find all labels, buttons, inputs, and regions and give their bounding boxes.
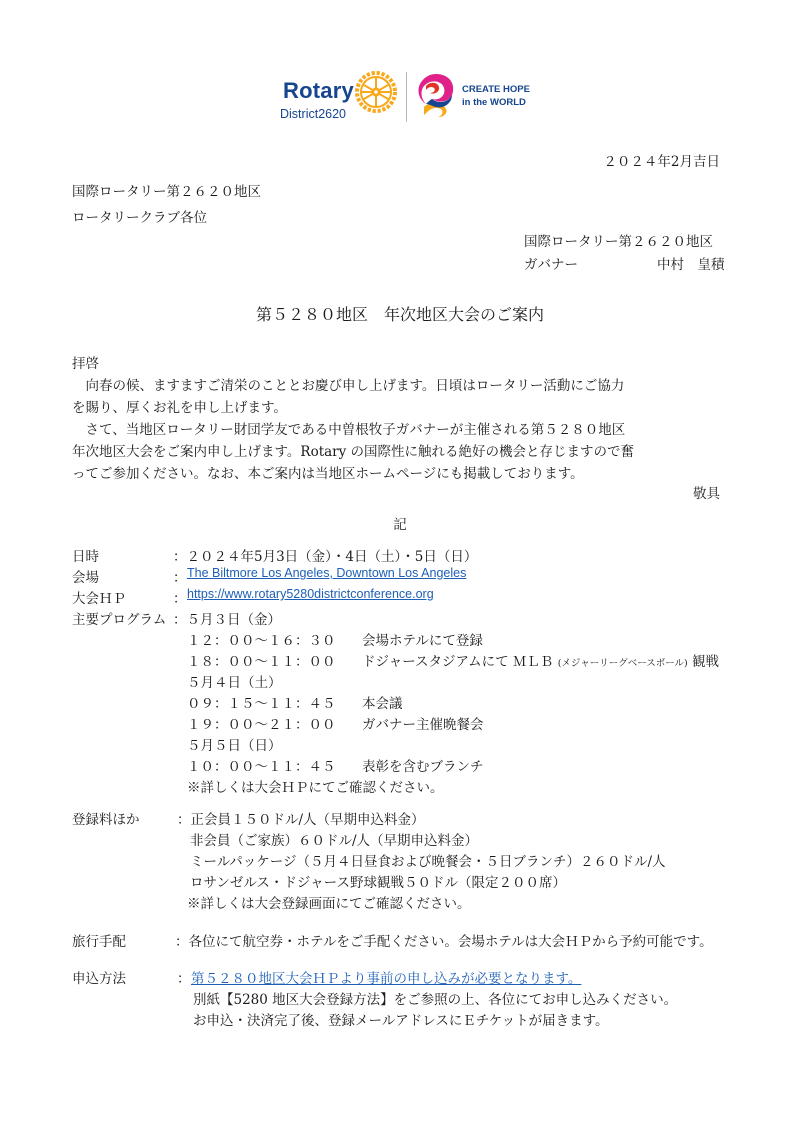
apply-colon: ： <box>177 971 191 987</box>
program-time: １８：００～１１：００ <box>187 654 336 670</box>
sender-org: 国際ロータリー第２６２０地区 <box>524 234 713 250</box>
body-line: を賜り、厚くお礼を申し上げます。 <box>72 400 287 416</box>
venue-colon: ： <box>173 570 187 586</box>
recipient-line-2: ロータリークラブ各位 <box>72 210 207 226</box>
venue-link[interactable]: The Biltmore Los Angeles, Downtown Los Angeles <box>187 566 467 580</box>
program-desc: 表彰を含むブランチ <box>362 759 484 775</box>
conference-hp-link[interactable]: https://www.rotary5280districtconference.org <box>187 587 434 601</box>
in-the-world-text: in the WORLD <box>462 97 526 108</box>
program-day-3: ５月５日（日） <box>187 738 282 754</box>
body-line: ってご参加ください。なお、本ご案内は当地区ホームページにも掲載しております。 <box>72 466 584 482</box>
fee-note: ※詳しくは大会登録画面にてご確認ください。 <box>187 896 471 912</box>
program-time: １２：００～１６：３０ <box>187 633 336 649</box>
program-time: ０９：１５～１１：４５ <box>187 696 336 712</box>
apply-line: 別紙【5280 地区大会登録方法】をご参照の上、各位にてお申し込みください。 <box>193 992 678 1008</box>
program-note: ※詳しくは大会ＨＰにてご確認ください。 <box>187 780 444 796</box>
sender-role: ガバナー <box>524 257 578 273</box>
ki-heading: 記 <box>393 517 407 533</box>
apply-line: お申込・決済完了後、登録メールアドレスにＥチケットが届きます。 <box>193 1013 609 1029</box>
venue-label: 会場 <box>72 570 99 586</box>
travel-text: ：各位にて航空券・ホテルをご手配ください。会場ホテルは大会ＨＰから予約可能です。 <box>175 934 713 950</box>
program-label: 主要プログラム <box>72 612 167 628</box>
fees-label: 登録料ほか <box>72 812 140 828</box>
program-desc: 本会議 <box>362 696 403 712</box>
fee-line: ロサンゼルス・ドジャース野球観戦５０ドル（限定２００席） <box>190 875 566 891</box>
hp-colon: ： <box>173 591 187 607</box>
hp-label: 大会ＨＰ <box>72 591 126 607</box>
fee-line: 非会員（ご家族）６０ドル/人（早期申込料金） <box>190 833 479 849</box>
body-line: さて、当地区ロータリー財団学友である中曽根牧子ガバナーが主催される第５２８０地区 <box>72 422 626 438</box>
travel-label: 旅行手配 <box>72 934 126 950</box>
document-title: 第５２８０地区 年次地区大会のご案内 <box>255 305 544 324</box>
document-date: ２０２４年2月吉日 <box>603 154 720 170</box>
apply-label: 申込方法 <box>72 971 126 987</box>
closing-salutation: 敬具 <box>693 486 720 502</box>
apply-link[interactable]: 第５２８０地区大会ＨＰより事前の申し込みが必要となります。 <box>191 971 582 987</box>
sender-name: 中村 皇積 <box>657 257 725 273</box>
date-value: ：２０２４年5月3日（金）・4日（土）・5日（日） <box>173 549 478 565</box>
recipient-line-1: 国際ロータリー第２６２０地区 <box>72 184 261 200</box>
program-desc: 会場ホテルにて登録 <box>362 633 483 649</box>
program-time: １９：００～２１：００ <box>187 717 336 733</box>
program-desc-main: ドジャースタジアムにて ＭＬＢ <box>362 654 554 670</box>
date-label: 日時 <box>72 549 99 565</box>
create-hope-text: CREATE HOPE <box>462 84 530 95</box>
program-day-1: ：５月３日（金） <box>173 612 281 628</box>
body-line: 向春の候、ますますご清栄のこととお慶び申し上げます。日頃はロータリー活動にご協力 <box>72 378 625 394</box>
logo-divider <box>406 72 407 122</box>
district-logo-text: District2620 <box>280 107 346 121</box>
fee-line: ：正会員１５０ドル/人（早期申込料金） <box>177 812 425 828</box>
program-desc <box>362 650 719 670</box>
program-day-2: ５月４日（土） <box>187 675 282 691</box>
program-desc-end: 観戦 <box>692 654 720 670</box>
program-desc: ガバナー主催晩餐会 <box>362 717 484 733</box>
fee-line: ミールパッケージ（５月４日昼食および晩餐会・５日ブランチ）２６０ドル/人 <box>190 854 666 870</box>
program-desc-note: (メジャーリーグベースボール) <box>557 658 688 669</box>
program-time: １０：００～１１：４５ <box>187 759 336 775</box>
opening-salutation: 拝啓 <box>72 356 99 372</box>
rotary-logo-text: Rotary <box>283 78 354 103</box>
body-line: 年次地区大会をご案内申し上げます。Rotary の国際性に触れる絶好の機会と存じますので奮 <box>72 444 635 460</box>
create-hope-swirl-icon <box>414 71 458 119</box>
rotary-wheel-icon <box>354 70 398 114</box>
